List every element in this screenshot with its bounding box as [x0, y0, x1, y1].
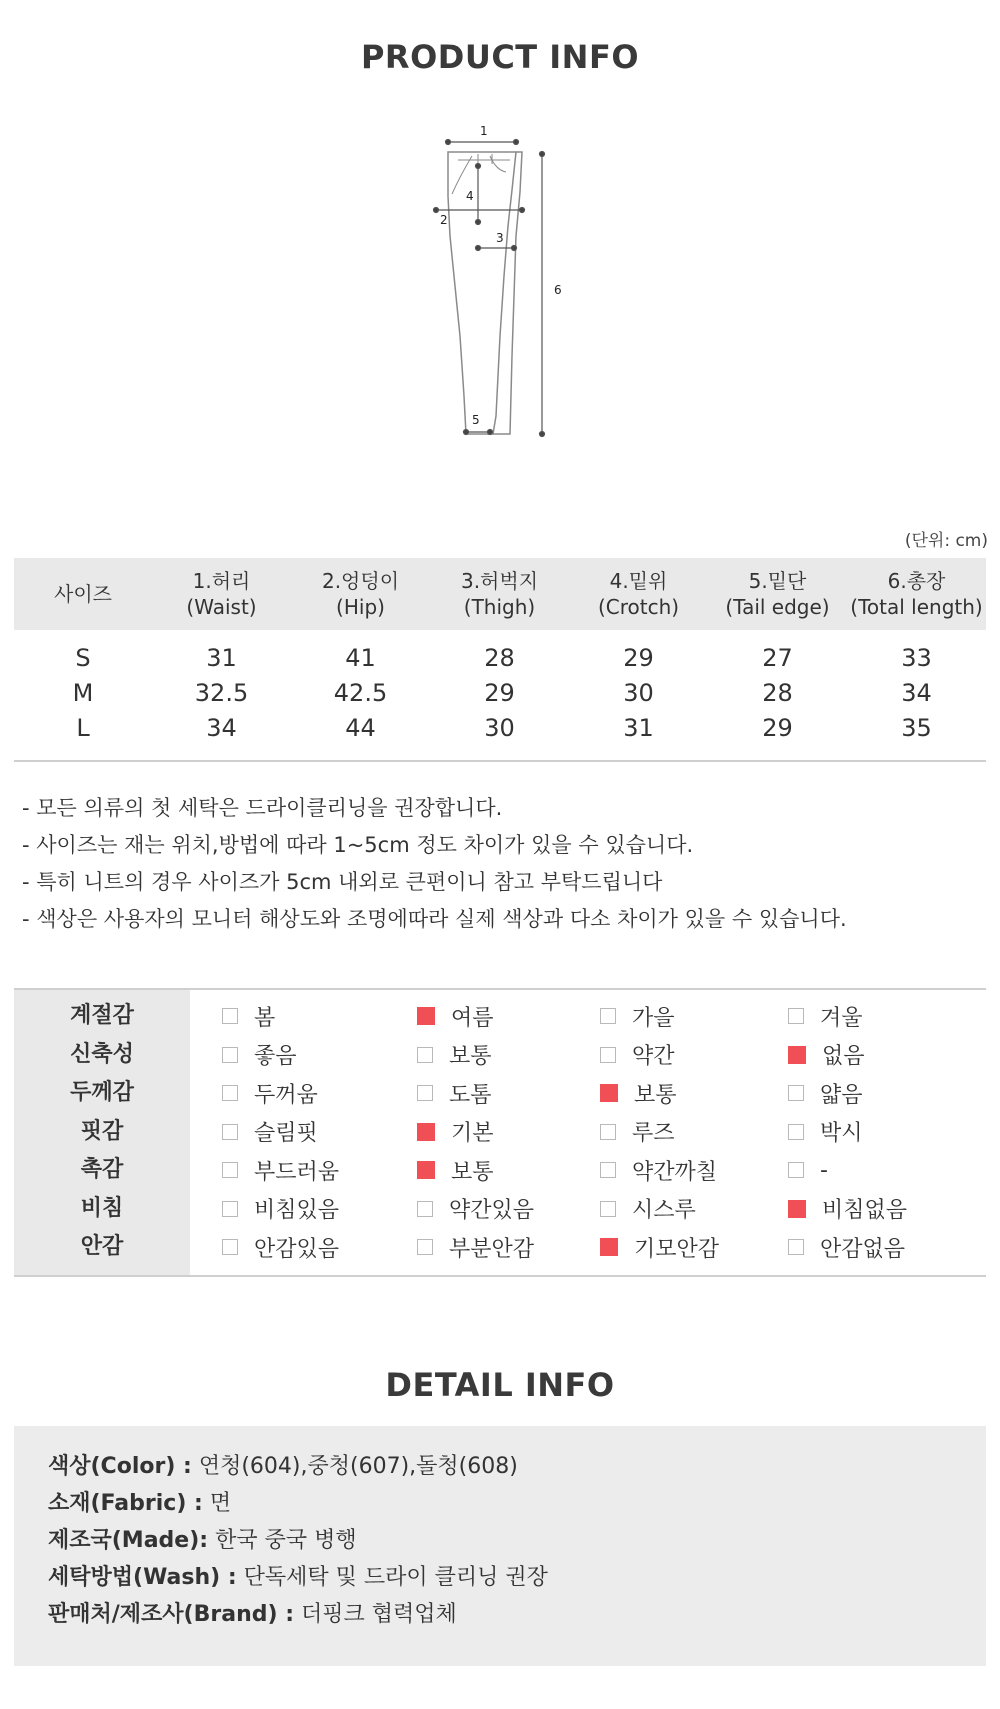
- unchecked-box-icon: [417, 1085, 433, 1101]
- attribute-row: [14, 1113, 986, 1151]
- table-cell: 31: [206, 643, 237, 672]
- attribute-option: [788, 1036, 865, 1074]
- table-cell: 44: [345, 713, 376, 742]
- attribute-row: [14, 1228, 986, 1266]
- table-cell: 34: [206, 713, 237, 742]
- unit-note: (단위: cm): [904, 531, 988, 551]
- attribute-row: [14, 1190, 986, 1228]
- table-row: [14, 675, 986, 710]
- diagram-label-4: 4: [466, 189, 474, 203]
- attribute-option: [788, 1190, 907, 1228]
- attribute-option-label: 부분안감: [449, 1236, 535, 1262]
- note-line: - 색상은 사용자의 모니터 해상도와 조명에따라 실제 색상과 다소 차이가 있을 수 있습니다.: [22, 907, 847, 931]
- diagram-label-5: 5: [472, 413, 480, 427]
- detail-info-box: [14, 1426, 986, 1666]
- header-hip: 2.엉덩이 (Hip): [321, 569, 400, 619]
- table-row: [14, 630, 986, 675]
- attribute-option-label: 얇음: [820, 1082, 863, 1108]
- unchecked-box-icon: [600, 1047, 616, 1063]
- attribute-option: [222, 1228, 339, 1266]
- unchecked-box-icon: [417, 1201, 433, 1217]
- header-waist: 1.허리 (Waist): [186, 569, 257, 619]
- table-divider: [14, 760, 986, 762]
- header-crotch: 4.밑위 (Crotch): [597, 569, 680, 619]
- attribute-option-label: 박시: [820, 1121, 863, 1146]
- attribute-option: [788, 1074, 863, 1112]
- attribute-option-label: 안감없음: [820, 1236, 906, 1262]
- attribute-option-label: -: [820, 1157, 828, 1183]
- table-cell: 42.5: [333, 678, 388, 707]
- table-cell: 29: [762, 713, 793, 742]
- attribute-option-label: 기모안감: [634, 1236, 720, 1262]
- table-cell: 30: [623, 678, 654, 707]
- attribute-option: [788, 1151, 828, 1189]
- attribute-option-label: 약간: [632, 1044, 675, 1069]
- attribute-option: [417, 1113, 494, 1151]
- attribute-label: 계절감: [70, 1003, 134, 1028]
- attribute-option: [222, 1151, 339, 1189]
- table-cell: 28: [484, 643, 515, 672]
- attribute-option-label: 약간있음: [449, 1198, 535, 1223]
- table-cell: 34: [901, 678, 932, 707]
- table-cell: 41: [345, 643, 376, 672]
- unchecked-box-icon: [600, 1162, 616, 1178]
- table-cell: 31: [623, 713, 654, 742]
- header-thigh: 3.허벅지 (Thigh): [460, 569, 539, 619]
- checked-box-icon: [600, 1084, 618, 1102]
- attribute-option-label: 안감있음: [254, 1236, 340, 1262]
- unchecked-box-icon: [222, 1008, 238, 1024]
- attribute-option: [417, 1228, 534, 1266]
- checked-box-icon: [788, 1200, 806, 1218]
- attribute-option: [788, 1228, 905, 1266]
- checked-box-icon: [417, 1007, 435, 1025]
- attribute-option: [788, 1113, 863, 1151]
- note-line: - 사이즈는 재는 위치,방법에 따라 1~5cm 정도 차이가 있을 수 있습니다.: [22, 833, 694, 857]
- attribute-option-label: 없음: [822, 1044, 865, 1069]
- size-table: [14, 558, 986, 757]
- unchecked-box-icon: [600, 1008, 616, 1024]
- attribute-option: [600, 1190, 696, 1228]
- attribute-option-label: 슬림핏: [254, 1121, 318, 1146]
- attribute-option-label: 시스루: [632, 1198, 696, 1223]
- checked-box-icon: [417, 1123, 435, 1141]
- attribute-option-label: 두꺼움: [254, 1082, 318, 1108]
- size-table-header: [14, 558, 986, 630]
- attribute-option: [600, 1113, 675, 1151]
- checked-box-icon: [600, 1238, 618, 1256]
- attribute-row: [14, 997, 986, 1035]
- attribute-option-label: 비침없음: [822, 1198, 908, 1223]
- unchecked-box-icon: [788, 1124, 804, 1140]
- attribute-option-label: 보통: [634, 1082, 677, 1108]
- attribute-option-label: 좋음: [254, 1044, 297, 1069]
- size-cell: M: [72, 678, 94, 707]
- attribute-option-label: 루즈: [632, 1121, 675, 1146]
- unchecked-box-icon: [417, 1047, 433, 1063]
- table-cell: 29: [623, 643, 654, 672]
- attribute-option-label: 여름: [451, 1005, 494, 1031]
- attribute-label: 신축성: [70, 1041, 134, 1067]
- unchecked-box-icon: [788, 1085, 804, 1101]
- attribute-option-label: 봄: [254, 1005, 276, 1031]
- attribute-option: [600, 997, 675, 1035]
- attribute-option: [417, 1036, 492, 1074]
- diagram-label-2: 2: [440, 213, 448, 227]
- attribute-option-label: 부드러움: [254, 1159, 340, 1185]
- detail-info-title: DETAIL INFO: [385, 1366, 615, 1404]
- unchecked-box-icon: [222, 1239, 238, 1255]
- attribute-table: [14, 988, 986, 1277]
- attribute-option-label: 보통: [449, 1044, 492, 1069]
- attribute-option: [417, 997, 494, 1035]
- note-line: - 모든 의류의 첫 세탁은 드라이클리닝을 권장합니다.: [22, 796, 503, 820]
- unchecked-box-icon: [222, 1201, 238, 1217]
- attribute-option: [222, 1074, 318, 1112]
- unchecked-box-icon: [222, 1085, 238, 1101]
- header-size: 사이즈: [54, 582, 112, 606]
- size-cell: L: [76, 713, 90, 742]
- attribute-option-label: 비침있음: [254, 1198, 340, 1223]
- table-cell: 30: [484, 713, 515, 742]
- attribute-row: [14, 1074, 986, 1112]
- unchecked-box-icon: [788, 1162, 804, 1178]
- unchecked-box-icon: [788, 1008, 804, 1024]
- product-info-title: PRODUCT INFO: [360, 38, 640, 76]
- checked-box-icon: [417, 1161, 435, 1179]
- attribute-option: [600, 1151, 717, 1189]
- detail-brand-line: 판매처/제조사(Brand) : 더핑크 협력업체: [48, 1602, 457, 1627]
- unchecked-box-icon: [600, 1124, 616, 1140]
- pants-measurement-diagram: [430, 124, 600, 488]
- unchecked-box-icon: [222, 1124, 238, 1140]
- detail-color-line: 색상(Color) : 연청(604),중청(607),돌청(608): [48, 1454, 518, 1479]
- table-row: [14, 710, 986, 757]
- attribute-option: [222, 1190, 339, 1228]
- header-tail-edge: 5.밑단 (Tail edge): [725, 569, 830, 619]
- attribute-option: [600, 1074, 677, 1112]
- care-notes: [22, 790, 847, 938]
- attribute-option-label: 보통: [451, 1159, 494, 1185]
- unchecked-box-icon: [788, 1239, 804, 1255]
- attribute-option-label: 겨울: [820, 1005, 863, 1031]
- attribute-option: [222, 1113, 318, 1151]
- table-cell: 27: [762, 643, 793, 672]
- attribute-option: [222, 997, 275, 1035]
- header-total-length: 6.총장 (Total length): [850, 569, 983, 619]
- unchecked-box-icon: [222, 1162, 238, 1178]
- attribute-row: [14, 1036, 986, 1074]
- attribute-option: [222, 1036, 297, 1074]
- attribute-option-label: 약간까칠: [632, 1159, 718, 1185]
- unchecked-box-icon: [417, 1239, 433, 1255]
- attribute-option-label: 가을: [632, 1005, 675, 1031]
- attribute-label: 비침: [80, 1195, 124, 1221]
- detail-made-line: 제조국(Made): 한국 중국 병행: [48, 1528, 357, 1553]
- detail-fabric-line: 소재(Fabric) : 면: [48, 1491, 232, 1516]
- table-cell: 33: [901, 643, 932, 672]
- attribute-option: [417, 1074, 492, 1112]
- diagram-label-6: 6: [554, 283, 562, 297]
- diagram-label-1: 1: [480, 124, 488, 138]
- attribute-option: [417, 1151, 494, 1189]
- attribute-option: [788, 997, 863, 1035]
- attribute-label: 촉감: [80, 1157, 124, 1182]
- diagram-label-3: 3: [496, 231, 504, 245]
- attribute-option-label: 도톰: [449, 1082, 492, 1108]
- table-cell: 28: [762, 678, 793, 707]
- attribute-label: 핏감: [80, 1118, 124, 1144]
- unchecked-box-icon: [222, 1047, 238, 1063]
- table-cell: 32.5: [194, 678, 249, 707]
- note-line: - 특히 니트의 경우 사이즈가 5cm 내외로 큰편이니 참고 부탁드립니다: [22, 870, 663, 894]
- attribute-label: 안감: [80, 1234, 124, 1259]
- attribute-option: [600, 1228, 719, 1266]
- attribute-label: 두께감: [70, 1080, 134, 1105]
- table-cell: 35: [901, 713, 932, 742]
- attribute-option-label: 기본: [451, 1121, 494, 1146]
- size-cell: S: [75, 643, 91, 672]
- checked-box-icon: [788, 1046, 806, 1064]
- attribute-option: [600, 1036, 675, 1074]
- attribute-option: [417, 1190, 534, 1228]
- attribute-row: [14, 1151, 986, 1189]
- unchecked-box-icon: [600, 1201, 616, 1217]
- table-cell: 29: [484, 678, 515, 707]
- detail-wash-line: 세탁방법(Wash) : 단독세탁 및 드라이 클리닝 권장: [48, 1565, 548, 1590]
